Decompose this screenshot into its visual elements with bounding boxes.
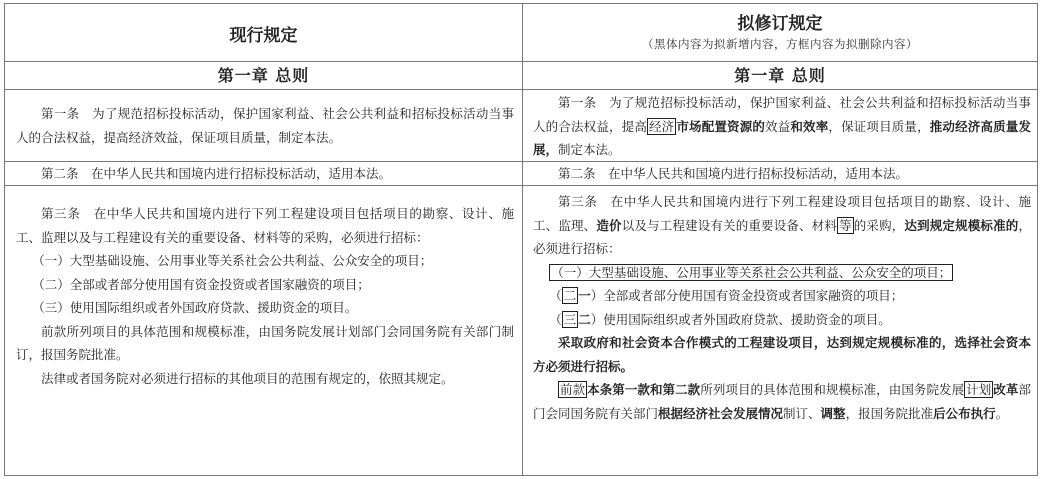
right-article-2 <box>533 162 1031 186</box>
article-text: 第三条 在中华人民共和国境内进行下列工程建设项目包括项目的勘察、设计、施工、监理以及与工程建设有关的重要设备、材料等的采购，必须进行招标： <box>16 206 514 245</box>
current-rules-title: 现行规定 <box>229 26 298 46</box>
list-item <box>533 308 1031 332</box>
text: 部门会同国务院有关部门 <box>533 382 1031 421</box>
text: 效益 <box>765 118 791 134</box>
chapter-title-right: 第一章 总则 <box>734 66 826 85</box>
added-text: 改革 <box>993 382 1019 397</box>
article-text: 前款所列项目的具体范围和规模标准，由国务院发展计划部门会同国务院有关部门制订，报国务院批准。 <box>16 323 514 362</box>
row-divider <box>5 61 1037 62</box>
deleted-text: 经济 <box>649 118 675 134</box>
article-text: 法律或者国务院对必须进行招标的其他项目的范围有规定的，依照其规定。 <box>41 370 454 386</box>
text: 以及与工程建设有关的重要设备、材料 <box>621 217 838 233</box>
deleted-text: 前款 <box>560 382 586 397</box>
comparison-table <box>4 3 1038 476</box>
text: ，保证项目质量， <box>828 118 930 134</box>
added-text: 推动经济高质量发展， <box>533 118 1031 157</box>
added-text: 一 <box>578 288 591 303</box>
text: 制订、 <box>783 405 821 421</box>
right-article-3 <box>533 190 1031 425</box>
list-item <box>533 284 1031 308</box>
right-article-1 <box>533 91 1031 162</box>
text: （ <box>549 311 562 327</box>
article-text: 第二条 在中华人民共和国境内进行招标投标活动，适用本法。 <box>41 166 392 181</box>
header-left <box>5 21 522 46</box>
list-item: （一）大型基础设施、公用事业等关系社会公共利益、公众安全的项目； <box>32 253 433 268</box>
added-text: 调整 <box>820 405 846 421</box>
deleted-text: （一）大型基础设施、公用事业等关系社会公共利益、公众安全的项目； <box>551 264 952 280</box>
deleted-text: 计划 <box>966 382 992 397</box>
added-text: 市场配置资源的 <box>676 118 766 134</box>
added-text: 达到规定规模标准的 <box>904 217 1019 233</box>
chapter-title-left: 第一章 总则 <box>217 66 310 85</box>
text: ，报国务院批准 <box>845 405 934 421</box>
header-right <box>523 9 1037 52</box>
legend-note: （黑体内容为拟新增内容，方框内容为拟删除内容） <box>642 37 918 51</box>
text: 制定本法。 <box>558 142 621 157</box>
article-text: 第二条 在中华人民共和国境内进行招标投标活动，适用本法。 <box>558 166 909 181</box>
added-text: 后公布执行 <box>933 405 996 421</box>
deleted-text: 二 <box>563 288 577 303</box>
article-text: 第一条 为了规范招标投标活动，保护国家利益、社会公共利益和招标投标活动当事人的合法权益，提高经济效益，保证项目质量，制定本法。 <box>16 106 514 145</box>
list-item: （三）使用国际组织或者外国政府贷款、援助资金的项目。 <box>32 300 358 315</box>
added-text: 采取政府和社会资本合作模式的工程建设项目，达到规定规模标准的，选择社会资本方必须进行招标。 <box>533 335 1031 374</box>
article-text <box>533 331 1031 378</box>
text: ）全部或者部分使用国有资金投资或者国家融资的项目； <box>590 288 904 303</box>
left-article-3 <box>16 202 514 390</box>
list-item <box>533 261 1031 285</box>
added-text: 和效率 <box>790 118 829 134</box>
proposed-rules-title: 拟修订规定 <box>737 14 823 34</box>
article-text <box>533 378 1031 425</box>
text: ）使用国际组织或者外国政府贷款、援助资金的项目。 <box>590 311 891 327</box>
text: （ <box>549 288 562 303</box>
deleted-text: 等 <box>839 217 852 233</box>
text: 的采购， <box>853 217 905 233</box>
deleted-text: 三 <box>563 311 577 327</box>
added-text: 本条第一款和第二款 <box>587 382 701 397</box>
added-text: 二 <box>578 311 591 327</box>
added-text: 根据经济社会发展情况 <box>658 405 784 421</box>
text: 所列项目的具体范围和规模标准，由国务院发展 <box>700 382 965 397</box>
row-divider <box>5 89 1037 90</box>
left-article-2 <box>16 162 514 186</box>
text: 。 <box>995 405 1009 421</box>
left-article-1 <box>16 102 514 149</box>
list-item: （二）全部或者部分使用国有资金投资或者国家融资的项目； <box>32 276 370 292</box>
text: ，必须进行招标： <box>533 217 1031 256</box>
article-text <box>533 190 1031 261</box>
article-text <box>533 91 1031 162</box>
added-text: 造价 <box>596 217 622 233</box>
text: 第三条 在中华人民共和国境内进行下列工程建设项目包括项目的勘察、设计、施工、监理、 <box>533 194 1031 233</box>
text: 第一条 为了规范招标投标活动，保护国家利益、社会公共利益和招标投标活动当事人的合法权益，提高 <box>533 95 1031 134</box>
